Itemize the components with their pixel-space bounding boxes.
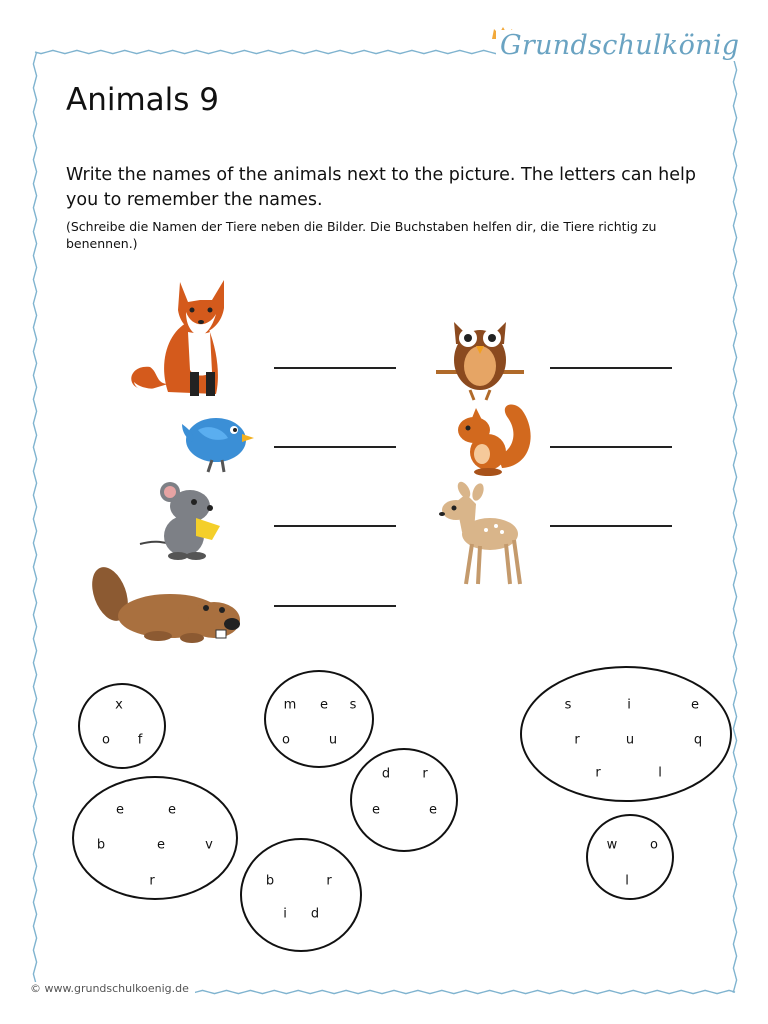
answer-line-deer[interactable] xyxy=(550,525,672,527)
bird-illustration xyxy=(178,406,258,476)
letter-bubble xyxy=(240,838,362,952)
bubble-letter: i xyxy=(283,906,287,922)
answer-line-owl[interactable] xyxy=(550,367,672,369)
brand-logo: Grundschulkönig xyxy=(496,30,743,61)
bubble-letter: e xyxy=(168,802,176,818)
letter-bubble xyxy=(264,670,374,768)
bubble-letter: e xyxy=(116,802,124,818)
bubble-letter: r xyxy=(422,766,428,782)
bubble-letter: q xyxy=(693,732,703,748)
bubble-letter: e xyxy=(372,802,380,818)
answer-line-squirrel[interactable] xyxy=(550,446,672,448)
bubble-letter: i xyxy=(627,697,631,713)
bubble-letter: s xyxy=(349,697,357,713)
bubble-letter: b xyxy=(265,873,275,889)
answer-line-mouse[interactable] xyxy=(274,525,396,527)
mouse-illustration xyxy=(138,478,230,564)
worksheet-title: Animals 9 xyxy=(66,82,220,118)
beaver-illustration xyxy=(88,564,244,644)
letter-bubble xyxy=(78,683,166,769)
answer-line-bird[interactable] xyxy=(274,446,396,448)
squirrel-illustration xyxy=(452,396,534,476)
bubble-letter: w xyxy=(606,837,618,853)
owl-illustration xyxy=(434,314,526,402)
bubble-letter: l xyxy=(625,873,629,889)
bubble-letter: f xyxy=(137,732,143,748)
bubble-letter: m xyxy=(283,697,297,713)
bubble-letter: s xyxy=(564,697,572,713)
deer-illustration xyxy=(436,480,524,588)
fox-illustration xyxy=(128,272,238,402)
bubble-letter: b xyxy=(96,837,106,853)
bubble-letter: u xyxy=(328,732,338,748)
instruction-text: Write the names of the animals next to the picture. The letters can help you to remember the names. xyxy=(66,165,696,210)
bubble-letter: r xyxy=(149,873,155,889)
answer-line-fox[interactable] xyxy=(274,367,396,369)
bubble-letter: o xyxy=(102,732,110,748)
bubble-letter: v xyxy=(205,837,213,853)
letter-bubble xyxy=(350,748,458,852)
bubble-letter: d xyxy=(310,906,320,922)
bubble-letter: r xyxy=(595,765,601,781)
letter-bubble xyxy=(586,814,674,900)
bubble-letter: e xyxy=(691,697,699,713)
bubble-letter: r xyxy=(574,732,580,748)
bubble-letter: d xyxy=(381,766,391,782)
bubble-letter: e xyxy=(157,837,165,853)
answer-line-beaver[interactable] xyxy=(274,605,396,607)
bubble-letter: e xyxy=(320,697,328,713)
bubble-letter: l xyxy=(658,765,662,781)
bubble-letter: o xyxy=(282,732,290,748)
bubble-letter: o xyxy=(650,837,658,853)
bubble-letter: r xyxy=(326,873,332,889)
instruction-text-german: (Schreibe die Namen der Tiere neben die Bilder. Die Buchstaben helfen dir, die Tiere richtig zu benennen.) xyxy=(66,219,657,251)
bubble-letter: e xyxy=(429,802,437,818)
bubble-letter: x xyxy=(115,697,123,713)
bubble-letter: u xyxy=(625,732,635,748)
footer-copyright: © www.grundschulkoenig.de xyxy=(30,982,195,995)
